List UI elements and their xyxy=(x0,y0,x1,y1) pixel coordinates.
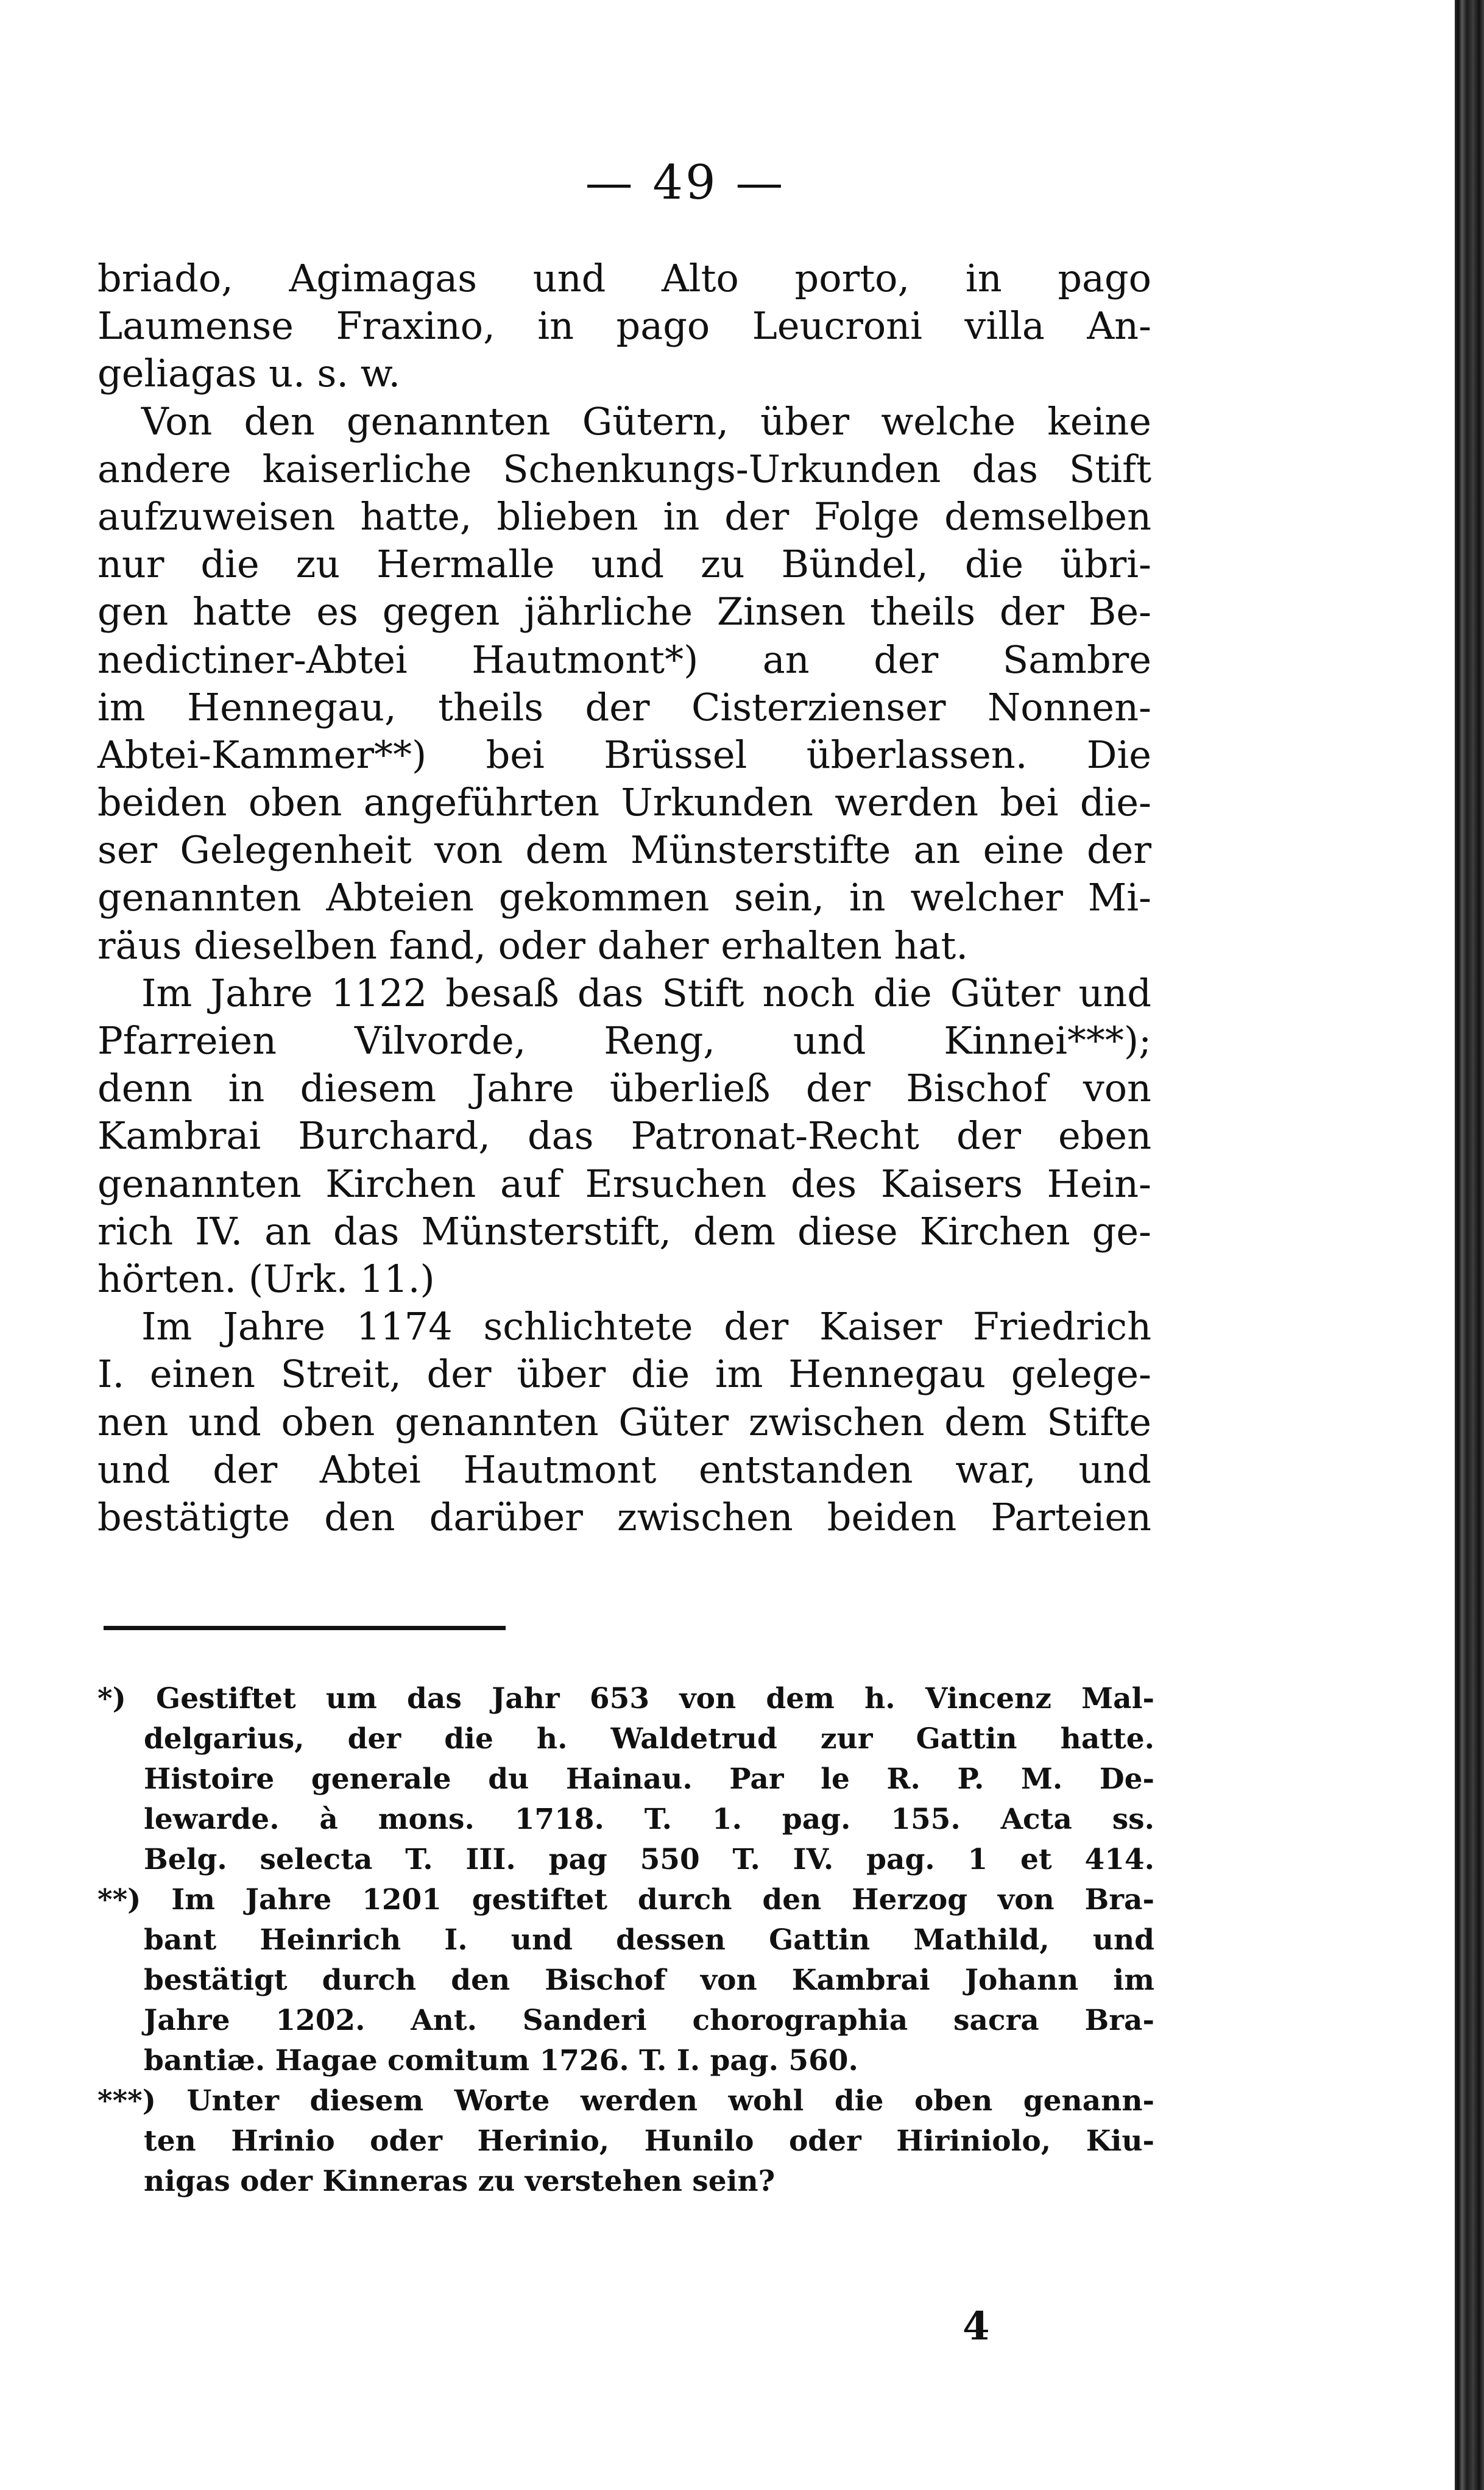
text-line: Pfarreien Vilvorde, Reng, und Kinnei***); xyxy=(97,1018,1151,1063)
text-line: und der Abtei Hautmont entstanden war, und xyxy=(97,1447,1151,1492)
footnote-line: bestätigt durch den Bischof von Kambrai Johann im xyxy=(144,1963,1154,1997)
text-line: denn in diesem Jahre überließ der Bischof von xyxy=(97,1066,1151,1111)
footnote-line: lewarde. à mons. 1718. T. 1. pag. 155. Acta ss. xyxy=(144,1803,1154,1836)
text-line: ser Gelegenheit von dem Münsterstifte an eine der xyxy=(97,828,1151,873)
footnote-line: ***) Unter diesem Worte werden wohl die oben genann- xyxy=(97,2084,1154,2118)
text-line: nur die zu Hermalle und zu Bündel, die übri- xyxy=(97,542,1151,587)
book-fore-edge xyxy=(1455,0,1484,2490)
text-line: nedictiner-Abtei Hautmont*) an der Sambre xyxy=(97,637,1151,682)
text-line: beiden oben angeführten Urkunden werden bei die- xyxy=(97,780,1151,825)
footnote-line: *) Gestiftet um das Jahr 653 von dem h. Vincenz Mal- xyxy=(97,1682,1154,1715)
footnote-line: nigas oder Kinneras zu verstehen sein? xyxy=(144,2165,776,2198)
text-line: Im Jahre 1122 besaß das Stift noch die Güter und xyxy=(141,970,1151,1015)
footnote-line: bantiæ. Hagae comitum 1726. T. I. pag. 560. xyxy=(144,2044,858,2077)
signature-mark: 4 xyxy=(963,2304,990,2349)
text-line: im Hennegau, theils der Cisterzienser Nonnen- xyxy=(97,684,1151,729)
text-line: Von den genannten Gütern, über welche keine xyxy=(141,399,1151,444)
text-line: hörten. (Urk. 11.) xyxy=(97,1256,435,1301)
text-line: aufzuweisen hatte, blieben in der Folge demselben xyxy=(97,494,1151,539)
footnote-line: **) Im Jahre 1201 gestiftet durch den Herzog von Bra- xyxy=(97,1883,1154,1917)
text-line: I. einen Streit, der über die im Hennegau gelege- xyxy=(97,1352,1151,1397)
footnote-line: Belg. selecta T. III. pag 550 T. IV. pag. 1 et 414. xyxy=(144,1843,1154,1876)
footnote-line: Jahre 1202. Ant. Sanderi chorographia sacra Bra- xyxy=(144,2004,1154,2037)
page-number: — 49 — xyxy=(585,155,786,210)
footnote-line: bant Heinrich I. und dessen Gattin Mathild, und xyxy=(144,1923,1154,1957)
body-text xyxy=(97,255,1151,1541)
text-line: andere kaiserliche Schenkungs-Urkunden das Stift xyxy=(97,446,1151,491)
text-line: geliagas u. s. w. xyxy=(97,351,401,396)
footnote-line: Histoire generale du Hainau. Par le R. P. M. De- xyxy=(144,1762,1154,1796)
footnotes xyxy=(97,1679,1154,2202)
text-line: briado, Agimagas und Alto porto, in pago xyxy=(97,256,1151,300)
text-line: Kambrai Burchard, das Patronat-Recht der eben xyxy=(97,1113,1151,1158)
text-line: genannten Abteien gekommen sein, in welcher Mi- xyxy=(97,875,1151,920)
text-line: bestätigte den darüber zwischen beiden Parteien xyxy=(97,1494,1151,1539)
footnote-line: ten Hrinio oder Herinio, Hunilo oder Hiriniolo, Kiu- xyxy=(144,2124,1154,2158)
text-line: Im Jahre 1174 schlichtete der Kaiser Friedrich xyxy=(141,1304,1151,1349)
text-line: nen und oben genannten Güter zwischen dem Stifte xyxy=(97,1399,1151,1444)
text-line: genannten Kirchen auf Ersuchen des Kaisers Hein- xyxy=(97,1161,1151,1206)
footnote-divider xyxy=(104,1626,506,1630)
text-line: Laumense Fraxino, in pago Leucroni villa An- xyxy=(97,303,1151,349)
text-line: gen hatte es gegen jährliche Zinsen theils der Be- xyxy=(97,589,1151,634)
text-line: rich IV. an das Münsterstift, dem diese Kirchen ge- xyxy=(97,1208,1151,1254)
text-line: Abtei-Kammer**) bei Brüssel überlassen. Die xyxy=(97,732,1151,777)
footnote-line: delgarius, der die h. Waldetrud zur Gattin hatte. xyxy=(144,1722,1154,1756)
text-line: räus dieselben fand, oder daher erhalten hat. xyxy=(97,923,969,968)
